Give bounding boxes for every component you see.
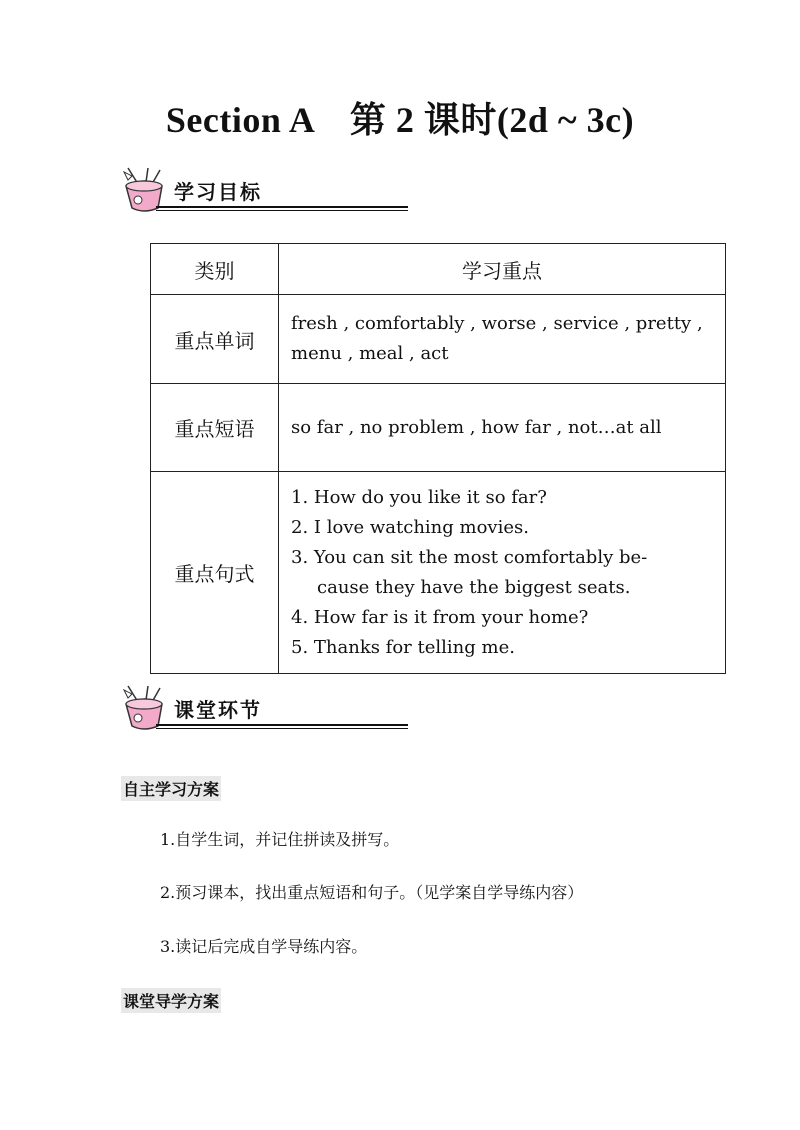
header-category: 类别 xyxy=(151,244,279,295)
sentence-line: 3. You can sit the most comfortably be- xyxy=(291,546,648,568)
header-focus: 学习重点 xyxy=(279,244,726,295)
section-label: 课堂环节 xyxy=(174,698,262,722)
sentence-line: 4. How far is it from your home? xyxy=(291,606,589,628)
row-category: 重点单词 xyxy=(151,295,279,384)
learning-goals-table xyxy=(150,243,726,674)
row-content-sentences xyxy=(279,472,726,674)
pink-brush-pot-icon xyxy=(116,166,176,216)
section-underline xyxy=(156,206,408,208)
row-content-phrases: so far , no problem , how far , not…at all xyxy=(279,384,726,472)
sentence-line: 2. I love watching movies. xyxy=(291,516,529,538)
plan-step: 1.自学生词，并记住拼读及拼写。 xyxy=(160,830,400,849)
row-category: 重点短语 xyxy=(151,384,279,472)
section-underline-thin xyxy=(156,210,408,211)
plan-step: 3.读记后完成自学导练内容。 xyxy=(160,937,368,956)
sentence-line-continued: cause they have the biggest seats. xyxy=(317,576,631,598)
self-study-plan-heading: 自主学习方案 xyxy=(121,776,221,801)
table-row xyxy=(151,384,726,472)
section-underline-thin xyxy=(156,728,408,729)
section-header-goals xyxy=(116,166,306,216)
section-header-class xyxy=(116,684,306,734)
plan-step: 2.预习课本，找出重点短语和句子。（见学案自学导练内容） xyxy=(160,883,584,902)
pink-brush-pot-icon xyxy=(116,684,176,734)
table-row xyxy=(151,295,726,384)
section-label: 学习目标 xyxy=(174,180,262,204)
table-row xyxy=(151,472,726,674)
row-category: 重点句式 xyxy=(151,472,279,674)
guided-study-plan-heading: 课堂导学方案 xyxy=(121,988,221,1013)
sentence-line: 1. How do you like it so far? xyxy=(291,486,547,508)
row-content-words: fresh , comfortably , worse , service , pretty , menu , meal , act xyxy=(279,295,726,384)
section-underline xyxy=(156,724,408,726)
page-title: Section A 第 2 课时(2d ~ 3c) xyxy=(165,100,635,140)
sentence-line: 5. Thanks for telling me. xyxy=(291,636,515,658)
table-header-row xyxy=(151,244,726,295)
